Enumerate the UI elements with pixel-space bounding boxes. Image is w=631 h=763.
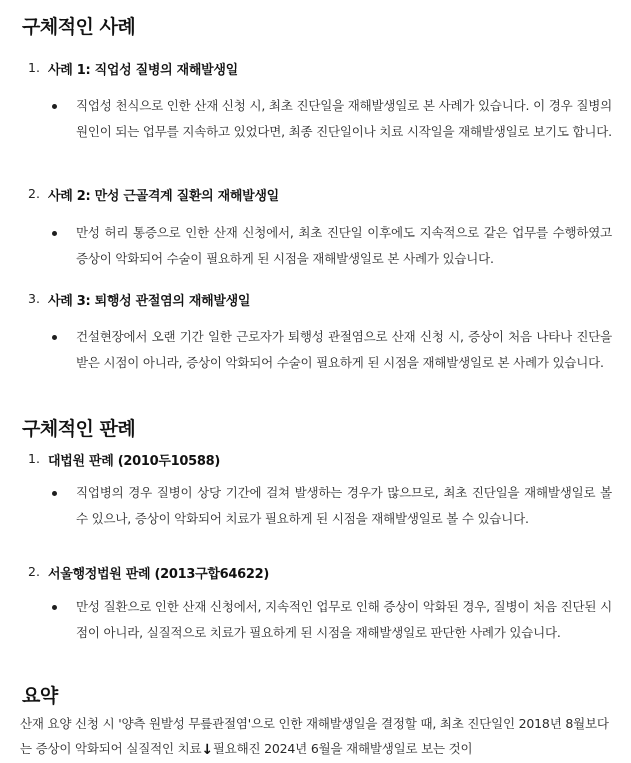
precedent-2-text: 만성 질환으로 인한 산재 신청에서, 지속적인 업무로 인해 증상이 악화된 경우, 질병이 처음 진단된 시점이 아니라, 실질적으로 치료가 필요하게 된 시점을 재해발생일로 판단한 사례가 있습니다. (76, 599, 612, 640)
precedent-1-bullet-dot (52, 491, 57, 496)
case-1-text: 직업성 천식으로 인한 산재 신청 시, 최초 진단일을 재해발생일로 본 사례가 있습니다. 이 경우 질병의 원인이 되는 업무를 지속하고 있었다면, 최종 진단일이나 치료 시작일을 재해발생일로 보기도 합니다. (76, 98, 612, 139)
summary-text (20, 711, 612, 763)
precedent-1-title: 대법원 판례 (2010두10588) (48, 454, 220, 469)
section-title-summary: 요약 (22, 685, 58, 707)
case-3-number: 3. (28, 291, 40, 306)
case-2-text: 만성 허리 통증으로 인한 산재 신청에서, 최초 진단일 이후에도 지속적으로 같은 업무를 수행하였고 증상이 악화되어 수술이 필요하게 된 시점을 재해발생일로 본 사례가 있습니다. (76, 225, 612, 266)
section-title-cases: 구체적인 사례 (22, 16, 136, 38)
case-3-title: 사례 3: 퇴행성 관절염의 재해발생일 (48, 294, 251, 309)
case-1-title: 사례 1: 직업성 질병의 재해발생일 (48, 63, 238, 78)
section-title-precedents: 구체적인 판례 (22, 418, 136, 440)
precedent-1-text: 직업병의 경우 질병이 상당 기간에 걸쳐 발생하는 경우가 많으므로, 최초 진단일을 재해발생일로 볼 수 있으나, 증상이 악화되어 치료가 필요하게 된 시점을 재해발생일로 볼 수 있습니다. (76, 485, 612, 526)
precedent-2-number: 2. (28, 564, 40, 579)
case-3-text: 건설현장에서 오랜 기간 일한 근로자가 퇴행성 관절염으로 산재 신청 시, 증상이 처음 나타나 진단을 받은 시점이 아니라, 증상이 악화되어 수술이 필요하게 된 시점을 재해발생일로 본 사례가 있습니다. (76, 329, 612, 370)
case-1-number: 1. (28, 60, 40, 75)
precedent-2-title: 서울행정법원 판례 (2013구합64622) (48, 567, 270, 582)
scroll-down-arrow-icon[interactable]: ↓ (201, 742, 213, 758)
summary-text-before: 산재 요양 신청 시 '양측 원발성 무릎관절염'으로 인한 재해발생일을 결정할 때, 최초 진단일인 2018년 8월보다는 증상이 악화되어 실질적인 치료 (20, 716, 609, 756)
case-2-bullet-dot (52, 231, 57, 236)
precedent-1-number: 1. (28, 451, 40, 466)
case-2-number: 2. (28, 186, 40, 201)
case-1-bullet-dot (52, 104, 57, 109)
summary-text-after: 필요해진 2024년 6월을 재해발생일로 보는 것이 (212, 741, 473, 756)
precedent-2-bullet-dot (52, 605, 57, 610)
case-3-bullet-dot (52, 335, 57, 340)
case-2-title: 사례 2: 만성 근골격계 질환의 재해발생일 (48, 189, 279, 204)
